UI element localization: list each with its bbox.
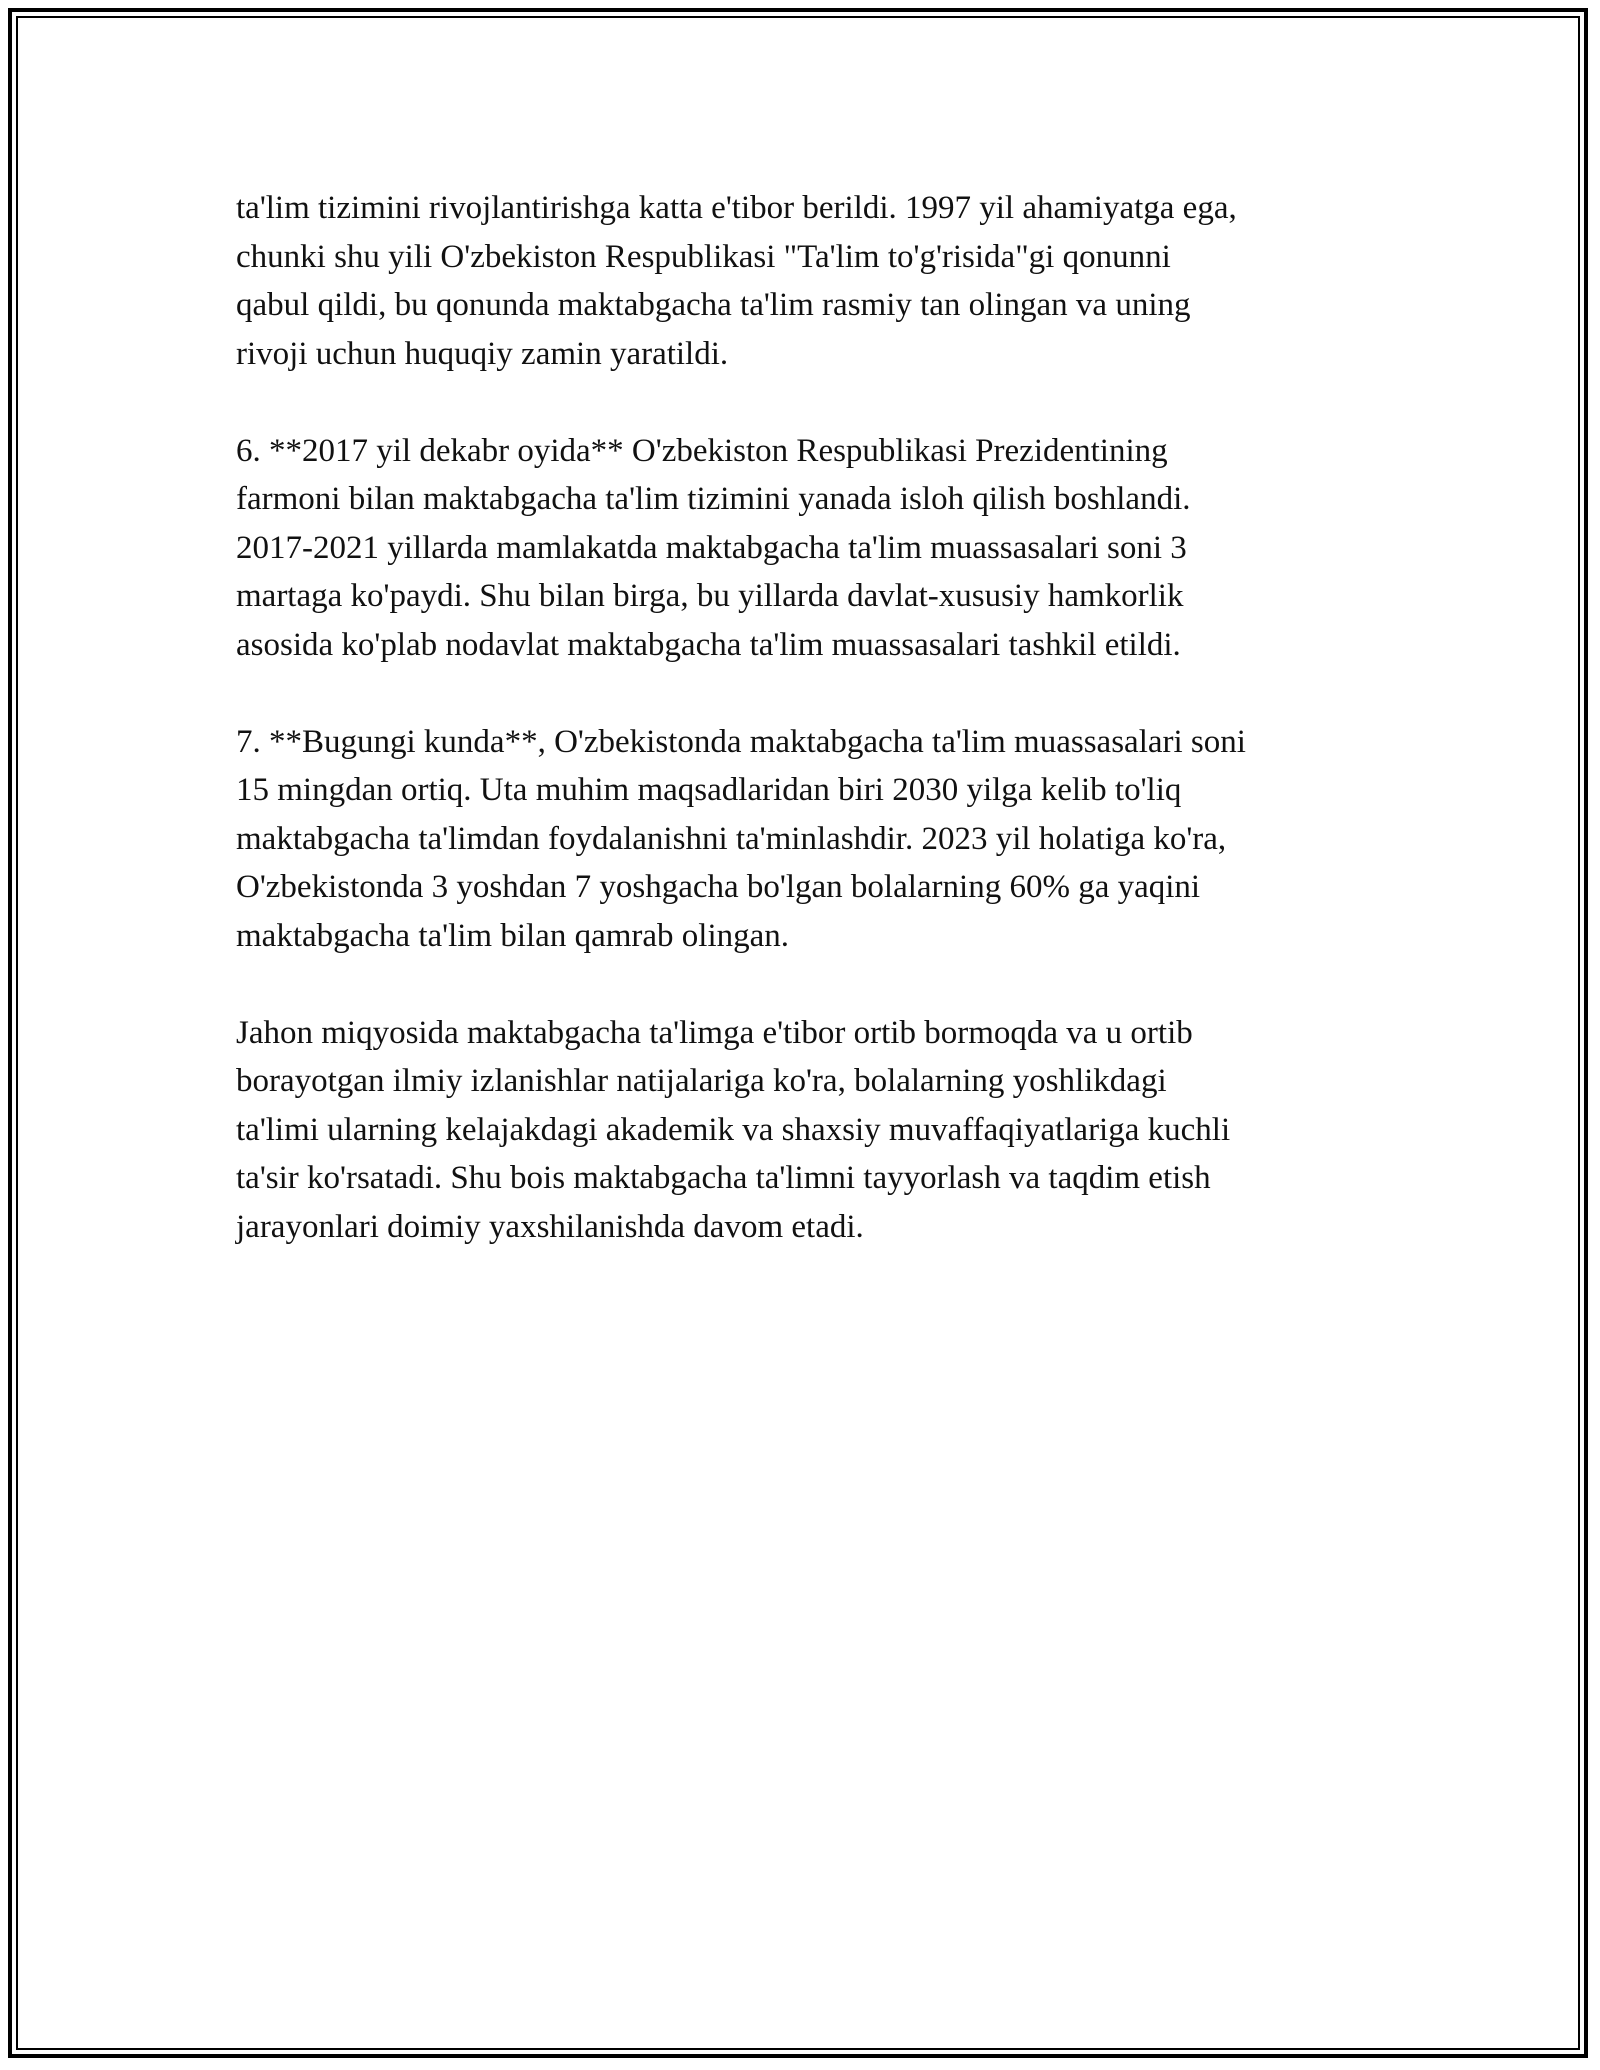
document-body xyxy=(236,184,1386,1300)
paragraph-item-7: 7. **Bugungi kunda**, O'zbekistonda maktabgacha ta'lim muassasalari soni 15 mingdan ortiq. Uta muhim maqsadlaridan biri 2030 yilga kelib to'liq maktabgacha ta'limdan foydalanishni ta'minlashdir. 2023 yil holatiga ko'ra, O'zbekistonda 3 yoshdan 7 yoshgacha bo'lgan bolalarning 60% ga yaqini maktabgacha ta'lim bilan qamrab olingan. xyxy=(236,723,1246,954)
paragraph-item-6: 6. **2017 yil dekabr oyida** O'zbekiston Respublikasi Prezidentining farmoni bilan maktabgacha ta'lim tizimini yanada isloh qilish boshlandi. 2017-2021 yillarda mamlakatda maktabgacha ta'lim muassasalari soni 3 martaga ko'paydi. Shu bilan birga, bu yillarda davlat-xususiy hamkorlik asosida ko'plab nodavlat maktabgacha ta'lim muassasalari tashkil etildi. xyxy=(236,432,1191,663)
paragraph-conclusion: Jahon miqyosida maktabgacha ta'limga e'tibor ortib bormoqda va u ortib borayotgan ilmiy izlanishlar natijalariga ko'ra, bolalarning yoshlikdagi ta'limi ularning kelajakdagi akademik va shaxsiy muvaffaqiyatlariga kuchli ta'sir ko'rsatadi. Shu bois maktabgacha ta'limni tayyorlash va taqdim etish jarayonlari doimiy yaxshilanishda davom etadi. xyxy=(236,1014,1231,1245)
paragraph-intro-continuation: ta'lim tizimini rivojlantirishga katta e'tibor berildi. 1997 yil ahamiyatga ega, chunki shu yili O'zbekiston Respublikasi "Ta'lim to'g'risida"gi qonunni qabul qildi, bu qonunda maktabgacha ta'lim rasmiy tan olingan va uning rivoji uchun huquqiy zamin yaratildi. xyxy=(236,190,1237,372)
